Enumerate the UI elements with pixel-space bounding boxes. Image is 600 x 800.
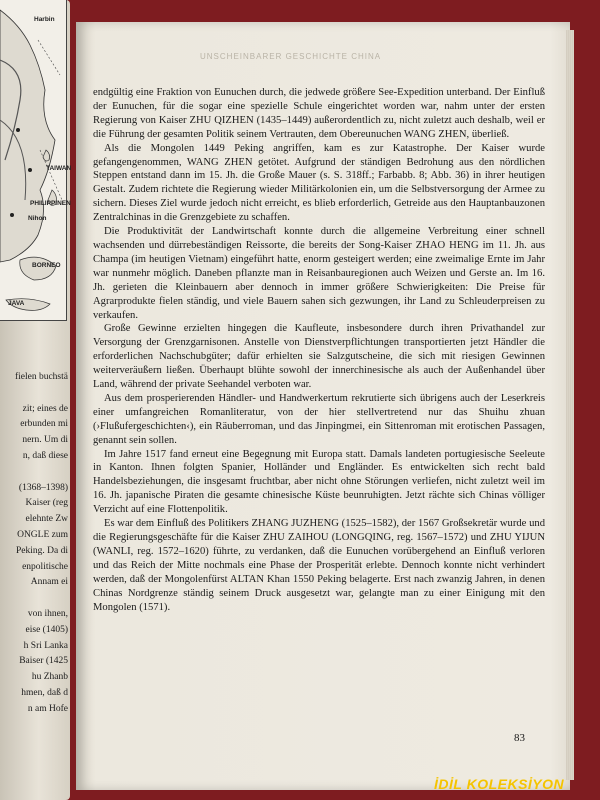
left-line: von ihnen, — [27, 608, 68, 619]
left-line: hu Zhanb — [31, 672, 68, 683]
left-line: n, daß diese — [22, 450, 68, 461]
paragraph: Als die Mongolen 1449 Peking angriffen, kam es zur Katastrophe. Der Kaiser wurde gefangengenommen, WANG ZHEN getötet. Aufgrund der ständigen Bedrohung aus den nördlichen Steppen entstand dann im 15. Jh. die Große Mauer (s. S. 318ff.; Farbabb. 8; Abb. 36) in ihrer heutigen Gestalt. Zudem richtete die Regierung wieder Militärkolonien ein, um die Selbstversorgung der Armee zu sichern. Dieses Ziel wurde jedoch nicht erreicht, es blieb erforderlich, Getreide aus den Hauptanbauzonen Zentralchinas in die Grenzgebiete zu schaffen. — [93, 142, 545, 224]
left-line: eise (1405) — [25, 624, 68, 635]
left-line-gap — [2, 465, 68, 481]
left-line: Annam ei — [30, 577, 68, 588]
map-label-nihon: Nihon — [28, 215, 47, 222]
paragraph: endgültig eine Fraktion von Eunuchen durch, die jedwede größere See-Expedition unterband. Der Einfluß der Eunuchen, für die sogar eine spezielle Schule eingerichtet worden war, nahm unter der ersten Regierung von Kaiser ZHU QIZHEN (1435–1449) außerordentlich zu, nicht zuletzt auch deshalb, weil er die Führung der gesamten Politik seinem Vertrauten, dem Obereunuchen WANG ZHEN, überließ. — [93, 87, 545, 140]
map-label-taiwan: TAIWAN — [46, 165, 72, 172]
left-page — [0, 0, 70, 800]
watermark: İDİL KOLEKSİYON — [434, 776, 565, 792]
left-line: fielen buchstä — [14, 372, 68, 382]
left-line: erbunden mi — [20, 419, 68, 430]
paragraph: Im Jahre 1517 fand erneut eine Begegnung mit Europa statt. Damals landeten portugiesische Seeleute in Kanton. Ihnen folgten Spanier, Holländer und Engländer. Es entwickelten sich recht bald Handelsbeziehungen, die insgesamt fruchtbar, aber nicht ohne Störungen verliefen, nicht zuletzt weil im 16. Jh. japanische Piraten die gesamte chinesische Küste beunruhigten. Jetzt rächte sich Chinas völliger Verzicht auf eine Flottenpolitik. — [93, 448, 545, 516]
left-line: (1368–1398) — [18, 482, 68, 493]
map-figure — [0, 0, 72, 321]
left-line: ONGLE zum — [17, 529, 68, 540]
left-page-text — [2, 370, 68, 718]
left-line-gap — [2, 386, 68, 402]
left-line: Kaiser (reg — [25, 498, 68, 509]
paragraph: Es war dem Einfluß des Politikers ZHANG JUZHENG (1525–1582), der 1567 Großsekretär wurde und die Regierungsgeschäfte für die Kaiser ZHU ZAIHOU (LONGQING, reg. 1567–1572) und ZHU YIJUN (WANLI, reg. 1572–1620) führte, zu verdanken, daß die Eunuchen vorübergehend an Einfluß verloren und das Reich der Mitte nochmals eine Phase der Prosperität erlebte. Dennoch konnte nicht verhindert werden, daß der Mongolenfürst ALTAN Khan 1550 Peking belagerte. Erst nach zwanzig Jahren, in denen Chinas Nordgrenze ständig seinem Druck ausgesetzt war, gelangte man zu einer Einigung mit den Mongolen (1571). — [93, 518, 545, 613]
paragraph: Große Gewinne erzielten hingegen die Kaufleute, insbesondere durch ihren Privathandel zur Versorgung der Grenzgarnisonen. Anstelle von Dienstverpflichtungen transportierten jetzt Händler die erforderlichen Nachschubgüter; dafür erhielten sie Salzgutscheine, die sich mit riesigen Gewinnen weiterveräußern ließen. Überhaupt blühte sowohl der innerchinesische als auch der Außenhandel über Land, während der private Seehandel verboten war. — [93, 323, 545, 391]
left-line: nern. Um di — [22, 435, 68, 446]
map-drawing — [0, 0, 66, 320]
map-label-java: JAVA — [8, 300, 25, 307]
page-edges — [566, 30, 574, 780]
map-label-philippinen: PHILIPPINEN — [30, 200, 71, 207]
left-line: hmen, daß d — [21, 687, 68, 698]
left-line: h Sri Lanka — [23, 640, 68, 651]
paragraph: Aus dem prosperierenden Händler- und Handwerkertum rekrutierte sich übrigens auch der Leserkreis einer umfangreichen Romanliteratur, von der hier stellvertretend nur das Shuihu zhuan (›Flußufergeschichten‹), ein Räuberroman, und das Jinpingmei, ein Sittenroman mit erotischen Passagen, genannt sein sollen. — [93, 392, 545, 446]
running-head: UNSCHEINBARER GESCHICHTE CHINA — [200, 52, 382, 61]
left-line-gap — [2, 591, 68, 607]
body-text — [93, 86, 545, 614]
map-label-harbin: Harbin — [34, 16, 55, 23]
left-line: zit; eines de — [22, 403, 68, 414]
paragraph: Die Produktivität der Landwirtschaft konnte durch die allgemeine Verbreitung einer schnell wachsenden und dürrebeständigen Reissorte, die bereits der Song-Kaiser ZHAO HENG im 11. Jh. aus Champa (im heutigen Vietnam) eingeführt hatte, enorm gesteigert werden; eine zweimalige Ernte im Jahr war nunmehr möglich. Daneben pflanzte man in Reisanbauregionen auch Weizen und Gerste an. Im 16. Jh. gerieten die Kleinbauern aber dennoch in immer größere Schwierigkeiten: Die Preise für Agrarprodukte fielen ständig, und viele Bauern sahen sich gezwungen, ihr Land zu Schleuderpreisen zu verkaufen. — [93, 226, 545, 321]
left-line: enpolitische — [22, 561, 68, 572]
map-label-borneo: BORNEO — [32, 262, 61, 269]
left-line: Peking. Da di — [16, 545, 68, 556]
page-number: 83 — [514, 732, 525, 744]
left-line: elehnte Zw — [25, 514, 68, 525]
left-line: n am Hofe — [27, 703, 68, 714]
left-line: Baiser (1425 — [19, 656, 68, 667]
